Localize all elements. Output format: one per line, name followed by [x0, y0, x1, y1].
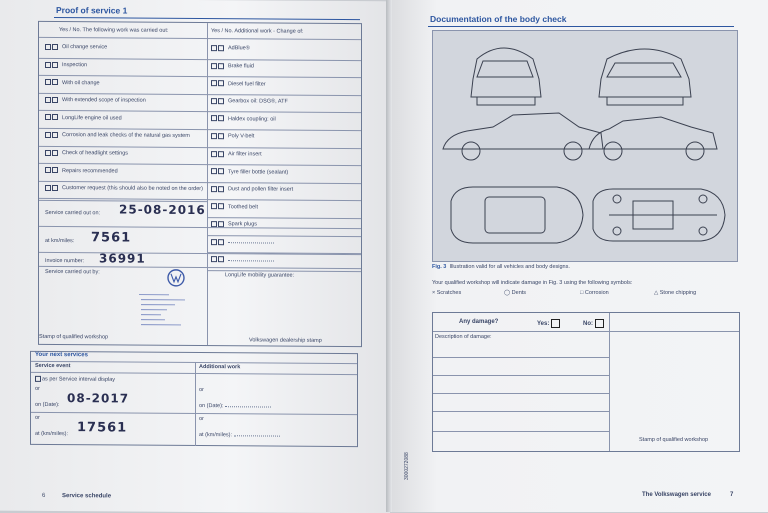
blank-line[interactable]	[228, 242, 274, 243]
col-service-event: Service event	[35, 363, 70, 369]
yes-checkbox[interactable]	[45, 132, 51, 138]
instruction-text: Your qualified workshop will indicate damage in Fig. 3 using the following symbols:	[432, 280, 632, 286]
additional-label: Poly V-belt	[228, 134, 254, 140]
row-rule	[207, 182, 361, 184]
checklist-label: With oil change	[62, 80, 100, 86]
row-rule	[207, 59, 361, 61]
checklist-item[interactable]	[45, 167, 118, 174]
additional-item[interactable]	[211, 168, 288, 175]
row-rule	[207, 147, 361, 149]
col-additional-work: Additional work	[199, 364, 240, 370]
no-checkbox[interactable]	[218, 80, 224, 86]
symbol-scratches: × Scratches	[432, 290, 461, 296]
row-rule	[31, 412, 357, 415]
checklist-item[interactable]	[45, 44, 107, 51]
checklist-item[interactable]	[45, 97, 146, 104]
service-by-label: Service carried out by:	[45, 269, 100, 275]
no-checkbox[interactable]	[218, 168, 224, 174]
no-checkbox[interactable]	[218, 45, 224, 51]
damage-form	[432, 312, 740, 452]
at-km-label-right: at (km/miles):	[199, 432, 280, 439]
footer-label: The Volkswagen service	[642, 492, 711, 498]
yes-checkbox[interactable]	[211, 63, 217, 69]
on-date-label: on (Date):	[35, 402, 59, 408]
yes-checkbox[interactable]	[45, 150, 51, 156]
additional-item[interactable]	[211, 98, 288, 105]
checklist-item[interactable]	[45, 185, 203, 193]
column-divider	[195, 362, 196, 446]
no-checkbox[interactable]	[218, 98, 224, 104]
additional-item[interactable]	[211, 133, 254, 140]
no-checkbox[interactable]	[52, 79, 58, 85]
row-rule	[207, 235, 361, 237]
no-checkbox[interactable]	[52, 185, 58, 191]
row-rule	[39, 93, 207, 95]
no-checkbox[interactable]	[218, 256, 224, 262]
car-outlines-image	[433, 31, 737, 261]
checklist-item[interactable]	[45, 150, 128, 157]
checklist-label: Corrosion and leak checks of the natural gas system	[62, 133, 190, 140]
stamp-workshop-label: Stamp of qualified workshop	[639, 437, 708, 443]
header-rule	[39, 37, 361, 40]
yes-checkbox[interactable]	[45, 97, 51, 103]
checklist-label: Inspection	[62, 62, 87, 68]
left-checklist	[39, 22, 361, 24]
no-checkbox[interactable]	[52, 150, 58, 156]
no-checkbox[interactable]	[218, 133, 224, 139]
checklist-label: With extended scope of inspection	[62, 97, 146, 104]
no-checkbox[interactable]	[218, 63, 224, 69]
checklist-label: LongLife engine oil used	[62, 115, 122, 121]
col-header-left: Yes / No. The following work was carried out:	[59, 27, 168, 34]
row-rule	[39, 146, 207, 148]
service-date-label: Service carried out on:	[45, 210, 100, 216]
no-checkbox[interactable]	[218, 116, 224, 122]
row-rule	[207, 129, 361, 131]
row-rule	[31, 361, 357, 364]
symbol-corrosion: □ Corrosion	[580, 290, 609, 296]
service-date-value: 25-08-2016	[119, 202, 206, 217]
row-rule	[433, 331, 739, 332]
yes-checkbox[interactable]	[211, 133, 217, 139]
additional-label: Diesel fuel filter	[228, 81, 266, 87]
or-label: or	[35, 386, 40, 392]
additional-item[interactable]	[211, 116, 276, 123]
yes-checkbox[interactable]	[211, 98, 217, 104]
checklist-item[interactable]	[45, 79, 100, 86]
yes-option[interactable]: Yes:	[537, 319, 560, 328]
yes-checkbox[interactable]	[211, 168, 217, 174]
footer-page-number: 7	[730, 492, 733, 498]
interval-checkbox[interactable]	[35, 376, 41, 382]
yes-checkbox[interactable]	[45, 185, 51, 191]
on-date-value: 08-2017	[67, 391, 129, 405]
no-checkbox[interactable]	[52, 167, 58, 173]
checklist-label: Check of headlight settings	[62, 150, 128, 156]
additional-label: Haldex coupling: oil	[228, 116, 276, 122]
row-rule	[39, 58, 207, 60]
km-label: at km/miles:	[45, 238, 74, 244]
or-label-right: or	[199, 387, 204, 393]
no-checkbox[interactable]	[52, 44, 58, 50]
additional-item[interactable]	[211, 151, 262, 158]
yes-checkbox[interactable]	[211, 256, 217, 262]
row-rule	[39, 128, 207, 130]
desc-line	[433, 411, 609, 412]
row-rule	[39, 181, 207, 183]
next-services-table	[30, 351, 358, 447]
yes-checkbox[interactable]	[211, 186, 217, 192]
interval-label: as per Service interval display	[42, 376, 115, 383]
additional-label: Gearbox oil: DSG®, ATF	[228, 98, 288, 104]
yes-checkbox[interactable]	[45, 79, 51, 85]
page-title: Proof of service 1	[56, 5, 127, 15]
additional-item[interactable]	[211, 45, 250, 52]
invoice-label: Invoice number:	[45, 258, 84, 264]
no-checkbox[interactable]	[218, 151, 224, 157]
additional-label: Toothed belt	[228, 204, 258, 210]
or-label: or	[35, 415, 40, 421]
service-proof-table	[38, 21, 362, 347]
additional-item[interactable]	[211, 80, 266, 87]
page-title: Documentation of the body check	[430, 14, 567, 24]
yes-checkbox[interactable]	[211, 239, 217, 245]
right-page	[392, 0, 768, 512]
yes-checkbox[interactable]	[45, 62, 51, 68]
interval-option[interactable]	[35, 376, 115, 383]
row-rule	[31, 372, 357, 375]
checklist-item[interactable]	[45, 114, 122, 121]
side-code: 3000272088	[404, 452, 410, 480]
yes-checkbox[interactable]	[211, 204, 217, 210]
vehicle-diagram	[432, 30, 738, 262]
row-rule	[39, 163, 207, 165]
no-checkbox[interactable]	[595, 319, 604, 328]
additional-label: Air filter insert	[228, 151, 262, 157]
yes-checkbox[interactable]	[211, 80, 217, 86]
row-rule	[207, 94, 361, 96]
row-rule	[207, 164, 361, 166]
yes-checkbox[interactable]	[45, 167, 51, 173]
right-checklist	[39, 22, 361, 24]
desc-line	[433, 393, 609, 394]
column-divider	[207, 23, 208, 345]
row-rule	[39, 75, 207, 77]
blank-line[interactable]	[228, 260, 274, 261]
no-checkbox[interactable]	[52, 97, 58, 103]
row-rule	[207, 76, 361, 78]
column-divider	[609, 313, 610, 451]
footer-page-number: 6	[42, 493, 45, 499]
additional-label: Spark plugs	[228, 222, 257, 228]
on-date-label-right: on (Date):	[199, 403, 271, 410]
fig-caption: Fig. 3 Illustration valid for all vehicles and body designs.	[432, 264, 570, 270]
additional-label: AdBlue®	[228, 46, 250, 52]
no-option[interactable]: No:	[583, 319, 604, 328]
next-services-title: Your next services	[35, 352, 88, 358]
checklist-label: Customer request (this should also be noted on the order)	[62, 185, 203, 192]
yes-checkbox[interactable]	[45, 114, 51, 120]
row-rule	[207, 199, 361, 201]
col-header-right: Yes / No. Additional work - Change of:	[211, 28, 303, 35]
additional-blank-item[interactable]	[211, 256, 274, 263]
yes-checkbox[interactable]	[45, 44, 51, 50]
stamp-workshop-label: Stamp of qualified workshop	[39, 334, 108, 340]
any-damage-label: Any damage?	[459, 319, 498, 325]
no-checkbox[interactable]	[218, 239, 224, 245]
at-km-label: at (km/miles):	[35, 431, 68, 437]
checklist-label: Repairs recommended	[62, 168, 118, 174]
row-rule	[207, 217, 361, 219]
symbol-stone-chipping: △ Stone chipping	[654, 290, 696, 296]
yes-checkbox[interactable]	[551, 319, 560, 328]
stamp-dealer-label: Volkswagen dealership stamp	[249, 337, 322, 344]
checklist-item[interactable]	[45, 62, 87, 69]
symbol-dents: ◯ Dents	[504, 290, 526, 296]
km-value: 7561	[91, 230, 131, 245]
additional-label: Tyre filler bottle (sealant)	[228, 169, 288, 175]
invoice-value: 36991	[99, 251, 146, 265]
checklist-item[interactable]	[45, 132, 190, 139]
no-checkbox[interactable]	[52, 132, 58, 138]
no-checkbox[interactable]	[218, 204, 224, 210]
at-km-value: 17561	[77, 420, 127, 435]
longlife-label: LongLife mobility guarantee:	[225, 272, 294, 278]
no-checkbox[interactable]	[52, 114, 58, 120]
additional-blank-item[interactable]	[211, 239, 274, 246]
description-label: Description of damage:	[435, 334, 492, 340]
title-rule	[54, 17, 360, 20]
row-rule	[207, 111, 361, 113]
additional-item[interactable]	[211, 186, 293, 193]
no-checkbox[interactable]	[218, 186, 224, 192]
yes-checkbox[interactable]	[211, 151, 217, 157]
additional-item[interactable]	[211, 204, 258, 211]
desc-line	[433, 357, 609, 358]
footer-label: Service schedule	[62, 493, 111, 499]
desc-line	[433, 431, 609, 432]
yes-checkbox[interactable]	[211, 116, 217, 122]
row-rule	[39, 226, 361, 229]
row-rule	[39, 110, 207, 112]
title-rule	[428, 26, 734, 27]
vw-logo-icon	[167, 269, 185, 287]
or-label-right: or	[199, 416, 204, 422]
additional-label: Dust and pollen filter insert	[228, 186, 293, 192]
checklist-label: Oil change service	[62, 45, 107, 51]
yes-checkbox[interactable]	[211, 45, 217, 51]
dealer-stamp-image	[131, 291, 191, 335]
desc-line	[433, 375, 609, 376]
additional-label: Brake fluid	[228, 63, 254, 69]
no-checkbox[interactable]	[52, 62, 58, 68]
additional-item[interactable]	[211, 63, 254, 70]
